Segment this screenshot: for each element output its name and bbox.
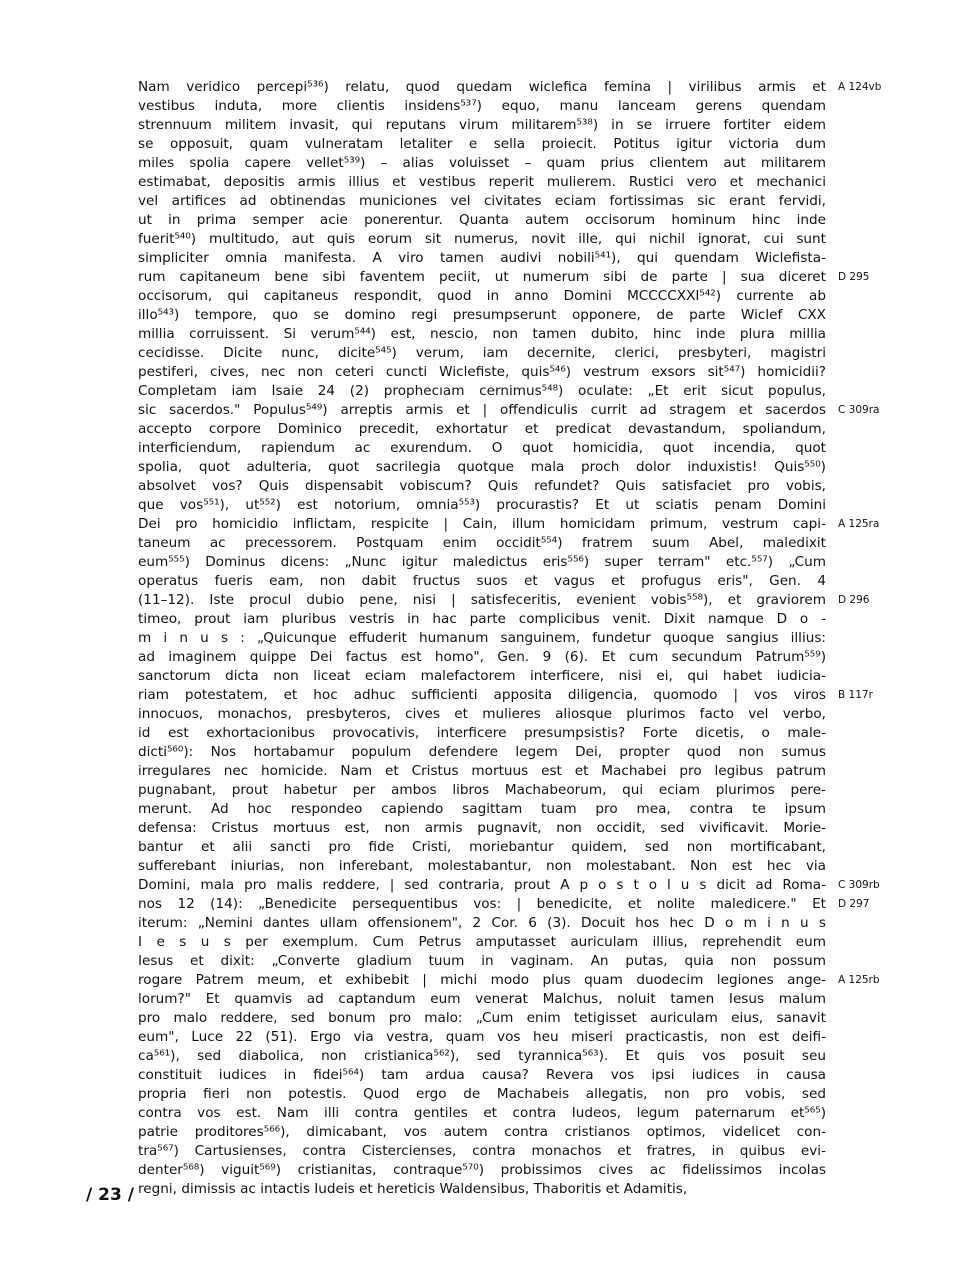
text-line: innocuos, monachos, presbyteros, cives et mulieres aliosque plurimos facto vel verbo, [138, 706, 826, 722]
text-line: cecidisse. Dicite nunc, dicite⁵⁴⁵) verum, iam decernite, clerici, presbyteri, magistri [138, 345, 826, 361]
margin-siglum: D 296 [838, 594, 870, 606]
main-text-block [138, 78, 826, 1199]
page-number: / 23 / [86, 1185, 134, 1205]
text-line: bantur et alii sancti pro fide Cristi, moriebantur quidem, sed non mortificabant, [138, 839, 826, 855]
text-line: ad imaginem quippe Dei factus est homo", Gen. 9 (6). Et cum secundum Patrum⁵⁵⁹) [138, 649, 826, 665]
text-line: simpliciter omnia manifesta. A viro tamen audivi nobili⁵⁴¹), qui quendam Wiclefista- [138, 250, 826, 266]
text-line: propria fieri non potestis. Quod ergo de Machabeis allegatis, non pro vobis, sed [138, 1086, 826, 1102]
text-line: lorum?" Et quamvis ad captandum eum venerat Malchus, noluit tamen Iesus malum [138, 991, 826, 1007]
text-line: denter⁵⁶⁸) viguit⁵⁶⁹) cristianitas, contraque⁵⁷⁰) probissimos cives ac fidelissimos incolas [138, 1162, 826, 1178]
text-line: I e s u s per exemplum. Cum Petrus amputasset auriculam illius, reprehendit eum [138, 934, 826, 950]
text-line: strennuum militem invasit, qui reputans virum militarem⁵³⁸) in se irruere fortiter eidem [138, 117, 826, 133]
text-line: riam potestatem, et hoc adhuc sufficienti apposita diligencia, quomodo | vos viros [138, 687, 826, 703]
text-line: fuerit⁵⁴⁰) multitudo, aut quis eorum sit numerus, novit ille, qui nichil ignorat, cui sunt [138, 231, 826, 247]
text-line: pro malo reddere, sed bonum pro malo: „Cum enim tetigisset auriculam eius, sanavit [138, 1010, 826, 1026]
margin-siglum: D 295 [838, 271, 870, 283]
text-line: Completam iam Isaie 24 (2) prophecıam cernimus⁵⁴⁸) oculate: „Et erit sicut populus, [138, 383, 826, 399]
text-line: sic sacerdos." Populus⁵⁴⁹) arreptis armis et | offendiculis currit ad stragem et sacerdos [138, 402, 826, 418]
text-line: ca⁵⁶¹), sed diabolica, non cristianica⁵⁶²), sed tyrannica⁵⁶³). Et quis vos posuit seu [138, 1048, 826, 1064]
text-line: defensa: Cristus mortuus est, non armis pugnavit, non occidit, sed vivificavit. Morie- [138, 820, 826, 836]
text-line: merunt. Ad hoc respondeo capiendo sagittam tuam pro mea, contra te ipsum [138, 801, 826, 817]
text-line: dicti⁵⁶⁰): Nos hortabamur populum defendere legem Dei, propter quod non sumus [138, 744, 826, 760]
text-line: Dei pro homicidio inflictam, respicite | Cain, illum homicidam primum, vestrum capi- [138, 516, 826, 532]
text-line: illo⁵⁴³) tempore, quo se domino regi presumpserunt opponere, de parte Wiclef CXX [138, 307, 826, 323]
text-line: vestibus induta, more clientis insidens⁵³⁷) equo, manu lanceam gerens quendam [138, 98, 826, 114]
text-line: tra⁵⁶⁷) Cartusienses, contra Cistercienses, contra monachos et fratres, in quibus evi- [138, 1143, 826, 1159]
text-line: rogare Patrem meum, et exhibebit | michi modo plus quam duodecim legiones ange- [138, 972, 826, 988]
text-line: sanctorum dicta non liceat eciam malefactorem interficere, nisi ei, qui habet iudicia- [138, 668, 826, 684]
text-line: pugnabant, prout habetur per ambos libros Machabeorum, qui eciam plurimos pere- [138, 782, 826, 798]
text-line: rum capitaneum bene sibi faventem peciit, ut numerum sibi de parte | sua diceret [138, 269, 826, 285]
text-line: pestiferi, cives, nec non ceteri cuncti Wiclefiste, quis⁵⁴⁶) vestrum exsors sit⁵⁴⁷) homicidii? [138, 364, 826, 380]
text-line: absolvet vos? Quis dispensabit vobiscum? Quis refundet? Quis satisfaciet pro vobis, [138, 478, 826, 494]
text-line: contra vos est. Nam illi contra gentiles et contra Iudeos, legum paternarum et⁵⁶⁵) [138, 1105, 826, 1121]
text-line: accepto corpore Dominico precedit, exhortatur et predicat devastandum, spoliandum, [138, 421, 826, 437]
text-line: regni, dimissis ac intactis Iudeis et hereticis Waldensibus, Thaboritis et Adamitis, [138, 1181, 688, 1197]
text-line: id est exhortacionibus provocativis, interficere presumpsistis? Forte dicetis, o male- [138, 725, 826, 741]
margin-siglum: A 124vb [838, 81, 882, 93]
text-line: taneum ac precessorem. Postquam enim occidit⁵⁵⁴) fratrem suum Abel, maledixit [138, 535, 826, 551]
text-line: spolia, quot adulteria, quot sacrilegia quotque mala proch dolor induxistis! Quis⁵⁵⁰) [138, 459, 826, 475]
text-line: constituit iudices in fidei⁵⁶⁴) tam ardua causa? Revera vos ipsi iudices in causa [138, 1067, 826, 1083]
margin-siglum: C 309rb [838, 879, 880, 891]
text-line: que vos⁵⁵¹), ut⁵⁵²) est notorium, omnia⁵⁵³) procurastis? Et ut sciatis penam Domini [138, 497, 826, 513]
text-line: patrie proditores⁵⁶⁶), dimicabant, vos autem contra cristianos optimos, videlicet con- [138, 1124, 826, 1140]
text-line: m i n u s : „Quicunque effuderit humanum sanguinem, fundetur quoque sangius illius: [138, 630, 826, 646]
margin-siglum: C 309ra [838, 404, 880, 416]
text-line: sufferebant iniurias, non inferebant, molestabantur, non molestabant. Non est hec via [138, 858, 826, 874]
margin-siglum: B 117r [838, 689, 873, 701]
text-line: se opposuit, quam vulneratam letaliter e sella proiecit. Potitus igitur victoria dum [138, 136, 826, 152]
text-line: estimabat, depositis armis illius et vestibus reperit mulierem. Rustici vero et mechanici [138, 174, 826, 190]
text-line: (11–12). Iste procul dubio pene, nisi | satisfeceritis, evenient vobis⁵⁵⁸), et graviorem [138, 592, 826, 608]
text-line: timeo, prout iam pluribus vestris in hac parte complicibus venit. Dixit namque D o - [138, 611, 826, 627]
text-line: Iesus et dixit: „Converte gladium tuum in vaginam. An putas, quia non possum [138, 953, 826, 969]
text-line: operatus fueris eam, non dabit fructus suos et vagus et profugus eris", Gen. 4 [138, 573, 826, 589]
text-line: eum", Luce 22 (51). Ergo via vestra, quam vos heu miseri practicastis, non est deifi- [138, 1029, 826, 1045]
text-line: miles spolia capere vellet⁵³⁹) – alias voluisset – quam prius clientem aut militarem [138, 155, 826, 171]
margin-siglum: A 125rb [838, 974, 880, 986]
text-line: Domini, mala pro malis reddere, | sed contraria, prout A p o s t o l u s dicit ad Roma- [138, 877, 826, 893]
text-line: iterum: „Nemini dantes ullam offensionem", 2 Cor. 6 (3). Docuit hos hec D o m i n u s [138, 915, 826, 931]
text-line: nos 12 (14): „Benedicite persequentibus vos: | benedicite, et nolite maledicere." Et [138, 896, 826, 912]
margin-siglum: D 297 [838, 898, 870, 910]
text-line: occisorum, qui capitaneus respondit, quod in anno Domini MCCCCXXI⁵⁴²) currente ab [138, 288, 826, 304]
text-line: interficiendum, rapiendum ac exurendum. O quot homicidia, quot incendia, quot [138, 440, 826, 456]
text-line: millia corruissent. Si verum⁵⁴⁴) est, nescio, non tamen dubito, hinc inde plura millia [138, 326, 826, 342]
text-line: irregulares nec homicide. Nam et Cristus mortuus est et Machabei pro legibus patrum [138, 763, 826, 779]
text-line: eum⁵⁵⁵) Dominus dicens: „Nunc igitur maledictus eris⁵⁵⁶) super terram" etc.⁵⁵⁷) „Cum [138, 554, 826, 570]
text-line: vel artifices ad obtinendas municiones vel civitates eciam fortissimas sic erant fervidi, [138, 193, 826, 209]
text-line: Nam veridico percepi⁵³⁶) relatu, quod quedam wiclefica femina | virilibus armis et [138, 79, 826, 95]
text-line: ut in prima semper acie ponerentur. Quanta autem occisorum hominum hinc inde [138, 212, 826, 228]
margin-siglum: A 125ra [838, 518, 880, 530]
